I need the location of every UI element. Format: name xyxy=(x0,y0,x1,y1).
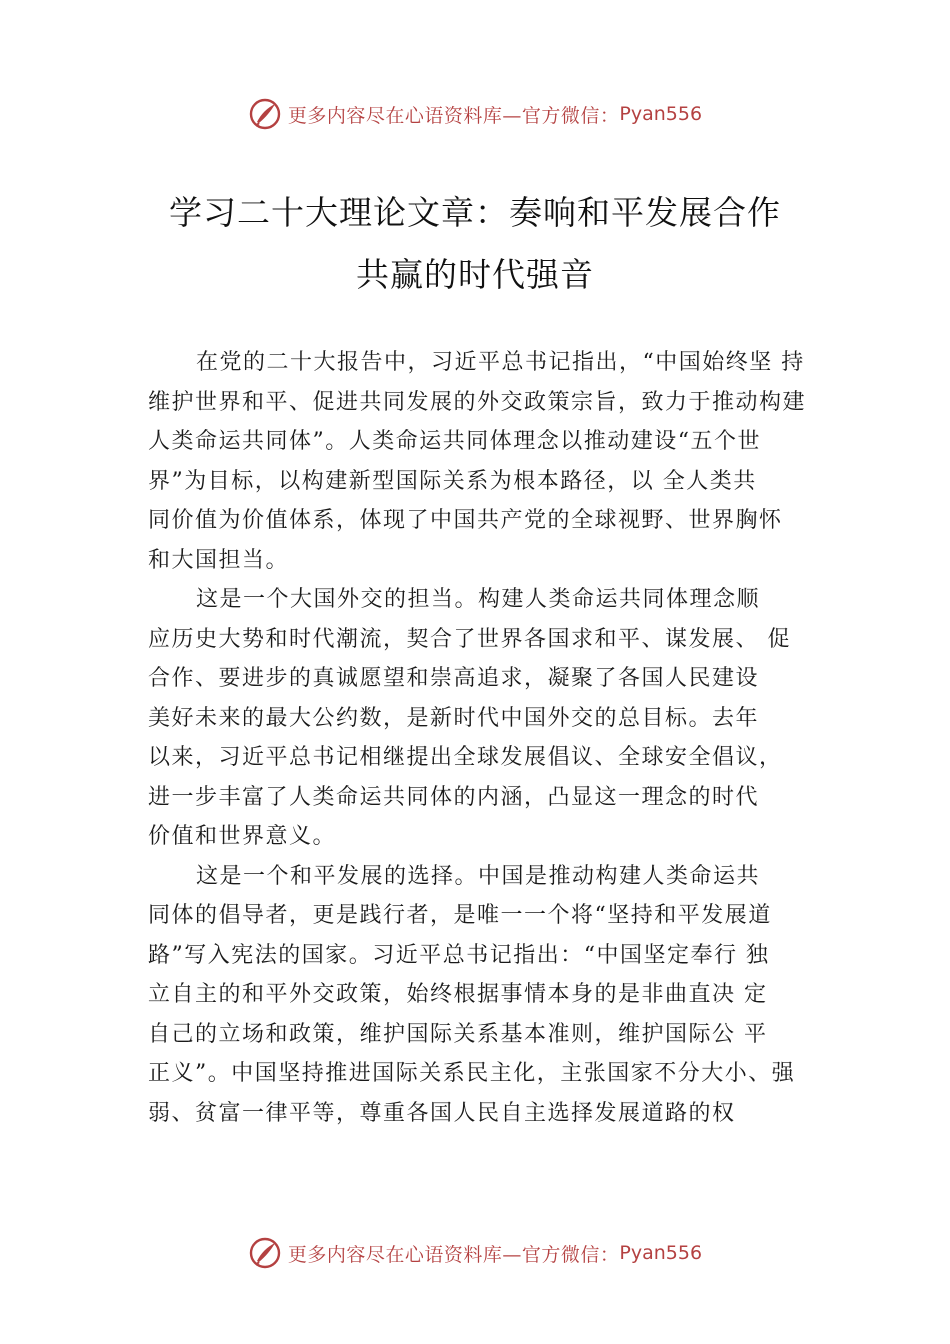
text-line: 这是一个和平发展的选择。中国是推动构建人类命运共 xyxy=(196,863,761,889)
paragraph-2 xyxy=(148,580,838,857)
paragraph-3 xyxy=(148,857,838,1134)
text-line: 美好未来的最大公约数，是新时代中国外交的总目标。去年 xyxy=(148,705,760,731)
text-line: 这是一个大国外交的担当。构建人类命运共同体理念顺 xyxy=(196,587,761,612)
text-line: 应历史大势和时代潮流，契合了世界各国求和平、谋发展、 促 xyxy=(148,626,791,652)
text-line: 自己的立场和政策，维护国际关系基本准则，维护国际公 平 xyxy=(148,1021,768,1047)
article-body xyxy=(148,343,838,1133)
banner-text: 更多内容尽在心语资料库—官方微信： xyxy=(287,1243,620,1266)
text-line: 同价值为价值体系，体现了中国共产党的全球视野、世界胸怀 xyxy=(148,508,783,533)
text-line: 同体的倡导者，更是践行者，是唯一一个将“坚持和平发展道 xyxy=(148,903,772,928)
article-title xyxy=(120,182,830,306)
text-line: 弱、贫富一律平等，尊重各国人民自主选择发展道路的权 xyxy=(148,1100,736,1126)
quill-logo-icon xyxy=(248,97,282,131)
text-line: 立自主的和平外交政策，始终根据事情本身的是非曲直决 定 xyxy=(148,982,768,1007)
banner-wechat-id: Pyan556 xyxy=(619,103,703,125)
text-line: 维护世界和平、促进共同发展的外交政策宗旨，致力于推动构建 xyxy=(148,389,807,415)
text-line: 路”写入宪法的国家。习近平总书记指出：“中国坚定奉行 独 xyxy=(148,942,770,968)
text-line: 界”为目标，以构建新型国际关系为根本路径，以 全人类共 xyxy=(148,468,757,494)
text-line: 人类命运共同体”。人类命运共同体理念以推动建设“五个世 xyxy=(148,429,761,454)
text-line: 在党的二十大报告中，习近平总书记指出，“中国始终坚 持 xyxy=(196,350,805,375)
text-line: 进一步丰富了人类命运共同体的内涵，凸显这一理念的时代 xyxy=(148,784,760,810)
header-banner xyxy=(0,94,950,134)
text-line: 合作、要进步的真诚愿望和崇高追求，凝聚了各国人民建设 xyxy=(148,666,760,691)
text-line: 和大国担当。 xyxy=(148,547,290,573)
banner-wechat-id: Pyan556 xyxy=(619,1242,703,1264)
title-line: 共赢的时代强音 xyxy=(356,255,594,294)
quill-logo-icon xyxy=(248,1236,282,1270)
text-line: 正义”。中国坚持推进国际关系民主化，主张国家不分大小、强 xyxy=(148,1061,796,1086)
text-line: 以来，习近平总书记相继提出全球发展倡议、全球安全倡议， xyxy=(148,745,783,770)
text-line: 价值和世界意义。 xyxy=(148,824,337,849)
banner-text: 更多内容尽在心语资料库—官方微信： xyxy=(287,104,620,127)
paragraph-1 xyxy=(148,343,838,580)
title-line: 学习二十大理论文章：奏响和平发展合作 xyxy=(169,193,781,232)
footer-banner xyxy=(0,1233,950,1273)
